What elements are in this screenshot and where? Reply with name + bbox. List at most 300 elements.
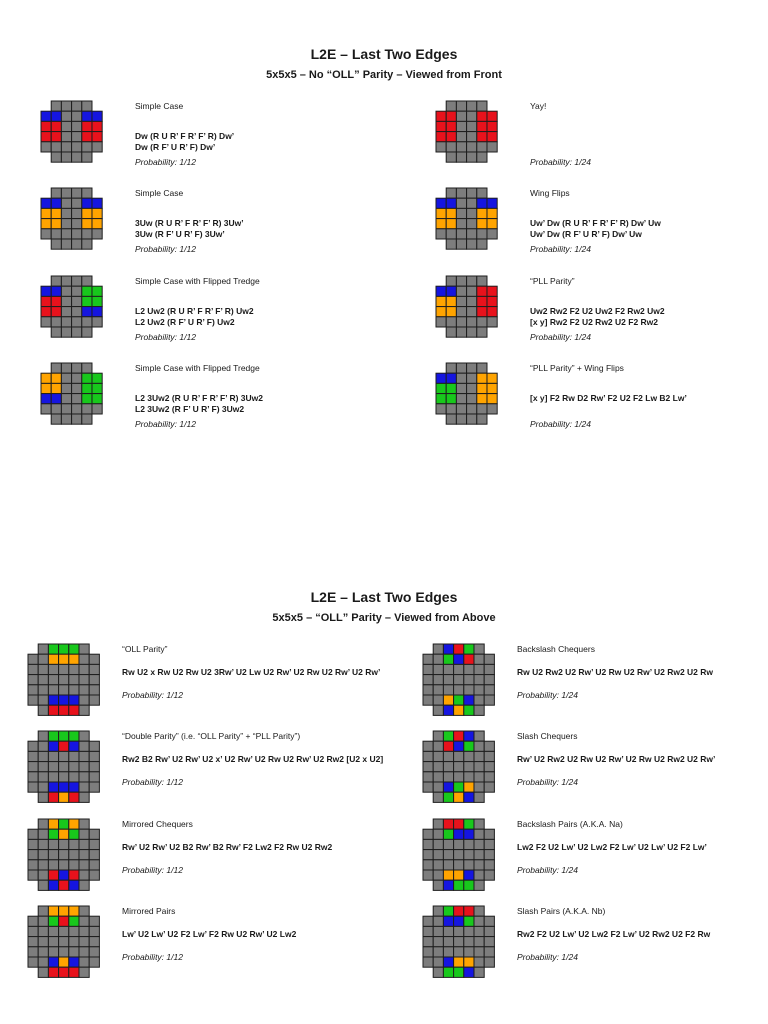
- grey-sticker: [61, 404, 71, 414]
- grey-sticker: [423, 751, 433, 761]
- grey-sticker: [464, 751, 474, 761]
- grey-sticker: [464, 947, 474, 957]
- grey-sticker: [48, 751, 58, 761]
- grey-sticker: [433, 695, 443, 705]
- grey-sticker: [38, 664, 48, 674]
- grey-sticker: [38, 880, 48, 890]
- grey-sticker: [477, 317, 487, 327]
- grey-sticker: [467, 229, 477, 239]
- probability: Probability: 1/24: [517, 952, 578, 962]
- grey-sticker: [474, 772, 484, 782]
- grey-sticker: [474, 839, 484, 849]
- grey-sticker: [38, 695, 48, 705]
- sticker: [464, 705, 474, 715]
- grey-sticker: [28, 741, 38, 751]
- grey-sticker: [28, 926, 38, 936]
- grey-sticker: [41, 229, 51, 239]
- sticker: [48, 829, 58, 839]
- grey-sticker: [477, 152, 487, 162]
- cube-diagram: [27, 905, 100, 978]
- grey-sticker: [423, 685, 433, 695]
- probability: Probability: 1/12: [122, 777, 183, 787]
- cube-diagram: [422, 905, 495, 978]
- cube-diagram: [27, 730, 100, 803]
- grey-sticker: [28, 654, 38, 664]
- sticker: [41, 286, 51, 296]
- grey-sticker: [92, 317, 102, 327]
- grey-sticker: [474, 751, 484, 761]
- grey-sticker: [28, 782, 38, 792]
- grey-sticker: [456, 142, 466, 152]
- grey-sticker: [38, 937, 48, 947]
- sticker: [487, 132, 497, 142]
- grey-sticker: [28, 850, 38, 860]
- grey-sticker: [446, 414, 456, 424]
- grey-sticker: [38, 675, 48, 685]
- case-block: [40, 362, 370, 442]
- grey-sticker: [467, 317, 477, 327]
- sticker: [477, 286, 487, 296]
- sticker: [443, 705, 453, 715]
- sticker: [436, 219, 446, 229]
- grey-sticker: [59, 926, 69, 936]
- grey-sticker: [82, 276, 92, 286]
- probability: Probability: 1/12: [122, 690, 183, 700]
- sticker: [51, 286, 61, 296]
- sticker: [464, 819, 474, 829]
- grey-sticker: [79, 695, 89, 705]
- grey-sticker: [423, 850, 433, 860]
- grey-sticker: [89, 850, 99, 860]
- grey-sticker: [72, 111, 82, 121]
- sticker: [69, 731, 79, 741]
- grey-sticker: [59, 685, 69, 695]
- case-name: Simple Case with Flipped Tredge: [135, 276, 260, 286]
- grey-sticker: [89, 839, 99, 849]
- grey-sticker: [89, 751, 99, 761]
- grey-sticker: [79, 916, 89, 926]
- sticker: [446, 208, 456, 218]
- sticker: [464, 741, 474, 751]
- sticker: [464, 731, 474, 741]
- case-block: [40, 275, 370, 355]
- grey-sticker: [474, 664, 484, 674]
- grey-sticker: [423, 829, 433, 839]
- grey-sticker: [38, 762, 48, 772]
- algorithm: [x y] F2 Rw D2 Rw’ F2 U2 F2 Lw B2 Lw’: [530, 393, 687, 403]
- grey-sticker: [89, 860, 99, 870]
- probability: Probability: 1/24: [517, 777, 578, 787]
- grey-sticker: [477, 414, 487, 424]
- grey-sticker: [423, 762, 433, 772]
- grey-sticker: [477, 142, 487, 152]
- grey-sticker: [72, 286, 82, 296]
- grey-sticker: [38, 751, 48, 761]
- grey-sticker: [467, 363, 477, 373]
- grey-sticker: [484, 751, 494, 761]
- grey-sticker: [454, 839, 464, 849]
- sticker: [51, 383, 61, 393]
- grey-sticker: [474, 644, 484, 654]
- grey-sticker: [436, 142, 446, 152]
- grey-sticker: [72, 142, 82, 152]
- grey-sticker: [69, 937, 79, 947]
- sticker: [48, 695, 58, 705]
- grey-sticker: [59, 772, 69, 782]
- grey-sticker: [484, 957, 494, 967]
- grey-sticker: [61, 142, 71, 152]
- grey-sticker: [61, 229, 71, 239]
- grey-sticker: [72, 208, 82, 218]
- case-name: Wing Flips: [530, 188, 570, 198]
- grey-sticker: [92, 142, 102, 152]
- grey-sticker: [51, 363, 61, 373]
- grey-sticker: [464, 839, 474, 849]
- grey-sticker: [433, 705, 443, 715]
- grey-sticker: [474, 685, 484, 695]
- grey-sticker: [79, 782, 89, 792]
- grey-sticker: [79, 741, 89, 751]
- grey-sticker: [72, 229, 82, 239]
- sticker: [59, 654, 69, 664]
- grey-sticker: [456, 229, 466, 239]
- grey-sticker: [484, 654, 494, 664]
- grey-sticker: [433, 792, 443, 802]
- grey-sticker: [474, 937, 484, 947]
- sticker: [69, 792, 79, 802]
- case-block: [27, 818, 357, 898]
- sticker: [454, 695, 464, 705]
- grey-sticker: [456, 404, 466, 414]
- grey-sticker: [467, 239, 477, 249]
- grey-sticker: [59, 751, 69, 761]
- sticker: [487, 121, 497, 131]
- grey-sticker: [446, 276, 456, 286]
- grey-sticker: [48, 926, 58, 936]
- grey-sticker: [28, 675, 38, 685]
- algorithm: Rw U2 Rw2 U2 Rw’ U2 Rw U2 Rw’ U2 Rw2 U2 Rw: [517, 667, 714, 677]
- sticker: [82, 286, 92, 296]
- grey-sticker: [61, 317, 71, 327]
- grey-sticker: [443, 947, 453, 957]
- grey-sticker: [423, 675, 433, 685]
- case-name: “PLL Parity” + Wing Flips: [530, 363, 624, 373]
- sticker: [477, 394, 487, 404]
- grey-sticker: [474, 880, 484, 890]
- grey-sticker: [72, 394, 82, 404]
- grey-sticker: [484, 850, 494, 860]
- sticker: [443, 880, 453, 890]
- case-block: [40, 100, 370, 180]
- sticker: [51, 307, 61, 317]
- sticker: [436, 286, 446, 296]
- sticker: [443, 782, 453, 792]
- grey-sticker: [61, 276, 71, 286]
- grey-sticker: [467, 383, 477, 393]
- sticker: [436, 394, 446, 404]
- sticker: [69, 916, 79, 926]
- sticker: [59, 967, 69, 977]
- grey-sticker: [89, 772, 99, 782]
- grey-sticker: [72, 276, 82, 286]
- sticker: [454, 957, 464, 967]
- grey-sticker: [72, 383, 82, 393]
- grey-sticker: [61, 219, 71, 229]
- grey-sticker: [69, 850, 79, 860]
- case-name: Mirrored Pairs: [122, 906, 176, 916]
- grey-sticker: [79, 664, 89, 674]
- probability: Probability: 1/24: [517, 865, 578, 875]
- sticker: [92, 383, 102, 393]
- algorithm: L2 Uw2 (R F’ U R’ F) Uw2: [135, 317, 235, 327]
- grey-sticker: [423, 695, 433, 705]
- case-block: [40, 187, 370, 267]
- grey-sticker: [456, 307, 466, 317]
- algorithm: [x y] Rw2 F2 U2 Rw2 U2 F2 Rw2: [530, 317, 659, 327]
- sticker: [464, 916, 474, 926]
- sticker: [59, 870, 69, 880]
- grey-sticker: [454, 772, 464, 782]
- grey-sticker: [38, 947, 48, 957]
- grey-sticker: [61, 383, 71, 393]
- grey-sticker: [79, 705, 89, 715]
- sticker: [477, 296, 487, 306]
- grey-sticker: [72, 101, 82, 111]
- cube-diagram: [40, 275, 103, 338]
- grey-sticker: [467, 219, 477, 229]
- grey-sticker: [38, 731, 48, 741]
- grey-sticker: [484, 829, 494, 839]
- sticker: [464, 654, 474, 664]
- sticker: [446, 373, 456, 383]
- sticker: [69, 829, 79, 839]
- grey-sticker: [28, 762, 38, 772]
- grey-sticker: [423, 870, 433, 880]
- grey-sticker: [69, 685, 79, 695]
- case-name: Slash Pairs (A.K.A. Nb): [517, 906, 606, 916]
- cube-diagram: [422, 643, 495, 716]
- grey-sticker: [79, 880, 89, 890]
- grey-sticker: [467, 414, 477, 424]
- grey-sticker: [28, 772, 38, 782]
- grey-sticker: [487, 404, 497, 414]
- case-block: [27, 905, 357, 985]
- grey-sticker: [454, 937, 464, 947]
- sticker: [477, 111, 487, 121]
- grey-sticker: [446, 229, 456, 239]
- grey-sticker: [433, 685, 443, 695]
- grey-sticker: [433, 772, 443, 782]
- grey-sticker: [38, 829, 48, 839]
- grey-sticker: [454, 751, 464, 761]
- case-block: [435, 187, 765, 267]
- probability: Probability: 1/24: [530, 419, 591, 429]
- grey-sticker: [464, 762, 474, 772]
- grey-sticker: [61, 373, 71, 383]
- grey-sticker: [51, 188, 61, 198]
- grey-sticker: [484, 839, 494, 849]
- grey-sticker: [82, 327, 92, 337]
- grey-sticker: [484, 860, 494, 870]
- sticker: [69, 695, 79, 705]
- grey-sticker: [69, 762, 79, 772]
- grey-sticker: [443, 685, 453, 695]
- sticker: [48, 654, 58, 664]
- sticker: [59, 782, 69, 792]
- grey-sticker: [456, 152, 466, 162]
- sticker: [48, 792, 58, 802]
- sticker: [82, 394, 92, 404]
- grey-sticker: [89, 957, 99, 967]
- grey-sticker: [446, 152, 456, 162]
- sticker: [59, 695, 69, 705]
- grey-sticker: [72, 132, 82, 142]
- sticker: [41, 219, 51, 229]
- grey-sticker: [48, 937, 58, 947]
- case-block: [27, 730, 384, 810]
- sticker: [443, 870, 453, 880]
- grey-sticker: [69, 675, 79, 685]
- grey-sticker: [38, 850, 48, 860]
- grey-sticker: [443, 860, 453, 870]
- sticker: [82, 198, 92, 208]
- grey-sticker: [454, 850, 464, 860]
- grey-sticker: [69, 839, 79, 849]
- grey-sticker: [484, 947, 494, 957]
- grey-sticker: [89, 926, 99, 936]
- sticker: [464, 792, 474, 802]
- grey-sticker: [72, 363, 82, 373]
- sticker: [454, 916, 464, 926]
- grey-sticker: [79, 675, 89, 685]
- grey-sticker: [433, 664, 443, 674]
- grey-sticker: [464, 850, 474, 860]
- sticker: [48, 782, 58, 792]
- grey-sticker: [467, 152, 477, 162]
- grey-sticker: [484, 782, 494, 792]
- grey-sticker: [48, 664, 58, 674]
- sticker: [59, 957, 69, 967]
- sticker: [487, 111, 497, 121]
- sticker: [92, 208, 102, 218]
- probability: Probability: 1/12: [122, 865, 183, 875]
- grey-sticker: [72, 219, 82, 229]
- grey-sticker: [38, 782, 48, 792]
- sticker: [464, 644, 474, 654]
- sticker: [48, 870, 58, 880]
- grey-sticker: [467, 404, 477, 414]
- grey-sticker: [433, 782, 443, 792]
- grey-sticker: [72, 121, 82, 131]
- grey-sticker: [38, 860, 48, 870]
- grey-sticker: [28, 751, 38, 761]
- grey-sticker: [59, 850, 69, 860]
- grey-sticker: [487, 142, 497, 152]
- grey-sticker: [51, 317, 61, 327]
- sticker: [82, 373, 92, 383]
- grey-sticker: [484, 937, 494, 947]
- grey-sticker: [423, 860, 433, 870]
- grey-sticker: [467, 307, 477, 317]
- case-block: [435, 275, 765, 355]
- sticker: [454, 880, 464, 890]
- sticker: [92, 296, 102, 306]
- cube-diagram: [435, 275, 498, 338]
- algorithm: Lw’ U2 Lw’ U2 F2 Lw’ F2 Rw U2 Rw’ U2 Lw2: [122, 929, 297, 939]
- grey-sticker: [69, 947, 79, 957]
- case-block: [435, 100, 765, 180]
- sticker: [464, 782, 474, 792]
- grey-sticker: [79, 906, 89, 916]
- grey-sticker: [38, 654, 48, 664]
- grey-sticker: [48, 860, 58, 870]
- grey-sticker: [454, 947, 464, 957]
- grey-sticker: [484, 772, 494, 782]
- grey-sticker: [433, 829, 443, 839]
- sticker: [51, 394, 61, 404]
- grey-sticker: [456, 394, 466, 404]
- algorithm: Rw2 B2 Rw’ U2 Rw’ U2 x’ U2 Rw’ U2 Rw U2 Rw’ U2 Rw2 [U2 x U2]: [122, 754, 384, 764]
- grey-sticker: [423, 741, 433, 751]
- sticker: [41, 394, 51, 404]
- sticker: [82, 296, 92, 306]
- sticker: [443, 819, 453, 829]
- sticker: [454, 829, 464, 839]
- grey-sticker: [484, 926, 494, 936]
- grey-sticker: [89, 947, 99, 957]
- grey-sticker: [61, 188, 71, 198]
- grey-sticker: [467, 296, 477, 306]
- grey-sticker: [79, 654, 89, 664]
- grey-sticker: [456, 208, 466, 218]
- probability: Probability: 1/12: [122, 952, 183, 962]
- grey-sticker: [41, 404, 51, 414]
- section-subtitle: 5x5x5 – No “OLL” Parity – Viewed from Front: [266, 69, 502, 81]
- grey-sticker: [61, 286, 71, 296]
- case-name: Backslash Pairs (A.K.A. Na): [517, 819, 623, 829]
- grey-sticker: [59, 762, 69, 772]
- sticker: [41, 111, 51, 121]
- grey-sticker: [48, 850, 58, 860]
- grey-sticker: [89, 937, 99, 947]
- cube-diagram: [40, 362, 103, 425]
- sticker: [464, 829, 474, 839]
- grey-sticker: [82, 363, 92, 373]
- sticker: [41, 296, 51, 306]
- grey-sticker: [433, 850, 443, 860]
- sticker: [82, 121, 92, 131]
- grey-sticker: [423, 664, 433, 674]
- sticker: [477, 132, 487, 142]
- grey-sticker: [433, 926, 443, 936]
- grey-sticker: [477, 239, 487, 249]
- grey-sticker: [28, 937, 38, 947]
- sticker: [446, 307, 456, 317]
- sticker: [69, 782, 79, 792]
- grey-sticker: [456, 188, 466, 198]
- sticker: [454, 705, 464, 715]
- grey-sticker: [467, 208, 477, 218]
- grey-sticker: [474, 792, 484, 802]
- grey-sticker: [467, 198, 477, 208]
- grey-sticker: [51, 404, 61, 414]
- grey-sticker: [454, 926, 464, 936]
- grey-sticker: [28, 947, 38, 957]
- sticker: [477, 373, 487, 383]
- cube-diagram: [435, 187, 498, 250]
- grey-sticker: [38, 644, 48, 654]
- sticker: [443, 916, 453, 926]
